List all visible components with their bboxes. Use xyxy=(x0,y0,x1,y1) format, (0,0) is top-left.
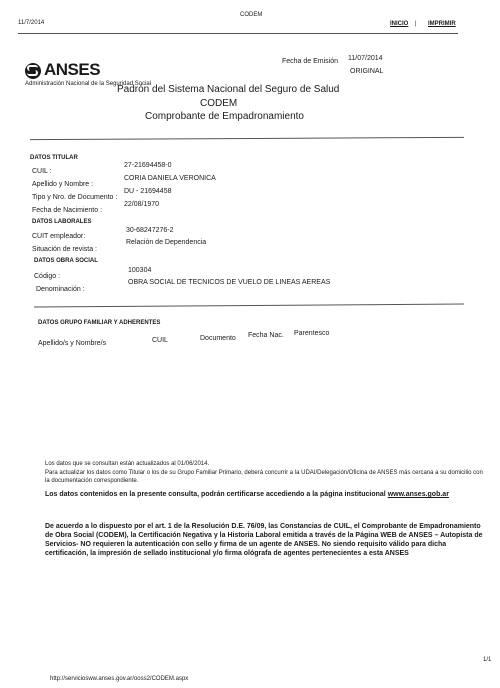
cuit-value: 30-68247276-2 xyxy=(126,227,174,234)
denom-label: Denominación : xyxy=(36,286,85,293)
note-legal: De acuerdo a lo dispuesto por el art. 1 de la Resolución D.E. 76/09, las Constancias de CUIL, el Comprobante de Empadronamiento de Obra Social (CODEM), la Certificación Negativa y la Historia Laboral emitida a través de la Página WEB de ANSES – Autopista de Servicios- NO requieren la autenticación con sello y firma de un agente de ANSES. No siendo requisito válido para dicha certificación, la impresión de sellado institucional y/o firma ológrafa de agentes pertenecientes a esta ANSES xyxy=(45,523,483,557)
cuit-label: CUIT empleador: xyxy=(32,233,86,240)
codigo-label: Código : xyxy=(34,273,61,280)
header-divider xyxy=(18,33,458,34)
anses-subtitle: Administración Nacional de la Seguridad Social xyxy=(25,81,152,87)
doc-label: Tipo y Nro. de Documento : xyxy=(32,194,118,201)
emission-label: Fecha de Emisión xyxy=(282,58,339,65)
print-date: 11/7/2014 xyxy=(18,20,45,26)
col-fecha-nac: Fecha Nac. xyxy=(248,332,284,339)
anses-logo-icon xyxy=(25,63,41,79)
col-parentesco: Parentesco xyxy=(294,330,330,337)
section-obra-social: DATOS OBRA SOCIAL xyxy=(34,258,98,264)
section-grupo-familiar: DATOS GRUPO FAMILIAR Y ADHERENTES xyxy=(38,320,161,326)
note-update-info: Para actualizar los datos como Titular o los de su Grupo Familiar Primario, deberá concurrir a la UDAI/Delegación/Oficina de ANSES más cercana a su domicilio con la documentación correspondiente. xyxy=(45,470,483,484)
name-label: Apellido y Nombre : xyxy=(32,181,94,188)
birth-value: 22/08/1970 xyxy=(124,201,160,208)
original-badge: ORIGINAL xyxy=(350,68,384,75)
footer-url: http://serviciosww.anses.gov.ar/ooss2/CODEM.aspx xyxy=(50,676,189,682)
obra-social-divider xyxy=(34,303,464,307)
imprimir-link[interactable]: IMPRIMIR xyxy=(428,21,456,27)
inicio-link[interactable]: INICIO xyxy=(390,21,409,27)
col-cuil: CUIL xyxy=(152,337,168,344)
doc-value: DU - 21694458 xyxy=(124,188,172,195)
document-title: Padrón del Sistema Nacional del Seguro de Salud xyxy=(117,84,340,95)
col-nombre: Apellido/s y Nombre/s xyxy=(38,340,107,347)
cuil-label: CUIL : xyxy=(32,168,52,175)
situacion-label: Situación de revista : xyxy=(32,246,97,253)
birth-label: Fecha de Nacimiento : xyxy=(32,207,103,214)
anses-logo-text: ANSES xyxy=(44,60,101,79)
link-separator: | xyxy=(415,21,417,27)
denom-value: OBRA SOCIAL DE TECNICOS DE VUELO DE LINEAS AEREAS xyxy=(128,279,331,286)
section-laborales: DATOS LABORALES xyxy=(32,219,92,225)
page-number: 1/1 xyxy=(483,657,492,663)
emission-date: 11/07/2014 xyxy=(348,55,383,62)
name-value: CORIA DANIELA VERONICA xyxy=(124,175,216,182)
cuil-value: 27-21694458-0 xyxy=(124,162,172,169)
document-codem: CODEM xyxy=(200,98,238,109)
section-titular: DATOS TITULAR xyxy=(30,155,78,161)
situacion-value: Relación de Dependencia xyxy=(126,239,207,246)
note-certify xyxy=(45,491,485,499)
print-page-title: CODEM xyxy=(240,12,263,18)
anses-website-link[interactable]: www.anses.gob.ar xyxy=(387,491,449,498)
note-certify-text: Los datos contenidos en la presente consulta, podrán certificarse accediendo a la página institucional xyxy=(45,491,386,498)
codigo-value: 100304 xyxy=(128,267,152,274)
document-subtitle: Comprobante de Empadronamiento xyxy=(145,111,304,122)
note-updated: Los datos que se consultan están actualizados al 01/06/2014. xyxy=(45,461,210,467)
title-divider xyxy=(30,137,464,140)
col-documento: Documento xyxy=(200,335,236,342)
